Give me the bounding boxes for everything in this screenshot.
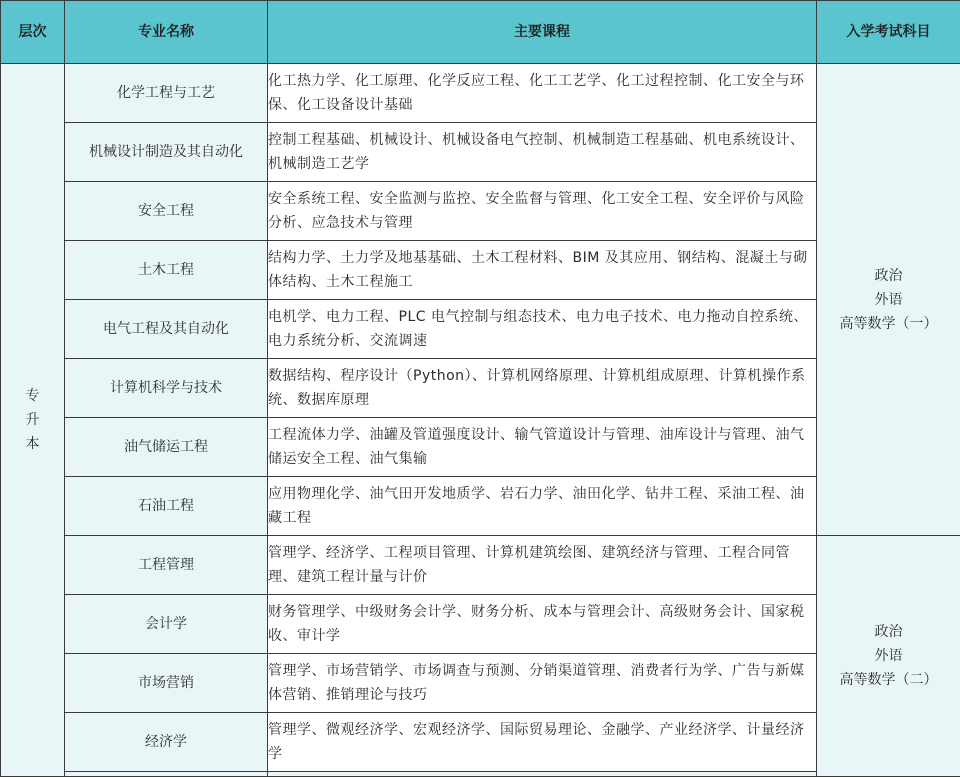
major-name: 工程管理 [65,536,268,595]
course-list: 应用物理化学、油气田开发地质学、岩石力学、油田化学、钻井工程、采油工程、油藏工程 [268,477,817,536]
course-list: 电机学、电力工程、PLC 电气控制与组态技术、电力电子技术、电力拖动自控系统、电力系统分析、交流调速 [268,300,817,359]
exam-subject: 高等数学（一） [817,312,960,336]
major-name: 计算机科学与技术 [65,359,268,418]
exam-subject: 外语 [817,288,960,312]
header-major: 专业名称 [65,1,268,64]
exam-subjects-group-1 [817,64,960,536]
exam-subjects-group-2 [817,536,960,777]
course-list: 财务管理学、中级财务会计学、财务分析、成本与管理会计、高级财务会计、国家税收、审计学 [268,595,817,654]
level-char: 升 [1,408,64,432]
major-name: 市场营销 [65,654,268,713]
table-row [1,536,960,595]
table-row [1,477,960,536]
header-row [1,1,960,64]
header-exam: 入学考试科目 [817,1,960,64]
course-list: 管理学、市场营销学、市场调查与预测、分销渠道管理、消费者行为学、广告与新媒体营销、推销理论与技巧 [268,654,817,713]
course-list: 工程流体力学、油罐及管道强度设计、输气管道设计与管理、油库设计与管理、油气储运安全工程、油气集输 [268,418,817,477]
major-name: 机械设计制造及其自动化 [65,123,268,182]
exam-subject: 政治 [817,620,960,644]
major-name: 化学工程与工艺 [65,64,268,123]
course-list: 管理学、微观经济学、宏观经济学、国际贸易理论、金融学、产业经济学、计量经济学 [268,713,817,772]
table-row [1,241,960,300]
level-char: 本 [1,432,64,456]
table-row [1,418,960,477]
course-list: 控制工程基础、机械设计、机械设备电气控制、机械制造工程基础、机电系统设计、机械制造工艺学 [268,123,817,182]
major-name: 石油工程 [65,477,268,536]
course-list: 安全系统工程、安全监测与监控、安全监督与管理、化工安全工程、安全评价与风险分析、应急技术与管理 [268,182,817,241]
table-row [1,654,960,713]
course-list: 化工热力学、化工原理、化学反应工程、化工工艺学、化工过程控制、化工安全与环保、化工设备设计基础 [268,64,817,123]
major-name: 会计学 [65,595,268,654]
exam-subject: 政治 [817,264,960,288]
major-name: 安全工程 [65,182,268,241]
major-name: 经济学 [65,713,268,772]
table-row [1,595,960,654]
table-row [1,300,960,359]
table-row [1,713,960,772]
course-list: 数据结构、程序设计（Python）、计算机网络原理、计算机组成原理、计算机操作系统、数据库原理 [268,359,817,418]
course-list: 结构力学、土力学及地基基础、土木工程材料、BIM 及其应用、钢结构、混凝土与砌体结构、土木工程施工 [268,241,817,300]
major-name: 电气工程及其自动化 [65,300,268,359]
course-list: 管理学、经济学、工程项目管理、计算机建筑绘图、建筑经济与管理、工程合同管理、建筑工程计量与计价 [268,536,817,595]
exam-subject: 外语 [817,644,960,668]
header-courses: 主要课程 [268,1,817,64]
major-name: 油气储运工程 [65,418,268,477]
major-name: 土木工程 [65,241,268,300]
table-row [1,64,960,123]
exam-subject: 高等数学（二） [817,668,960,692]
table-row [1,123,960,182]
header-level: 层次 [1,1,65,64]
level-cell [1,64,65,777]
level-char: 专 [1,384,64,408]
table-row [1,182,960,241]
table-row [1,359,960,418]
